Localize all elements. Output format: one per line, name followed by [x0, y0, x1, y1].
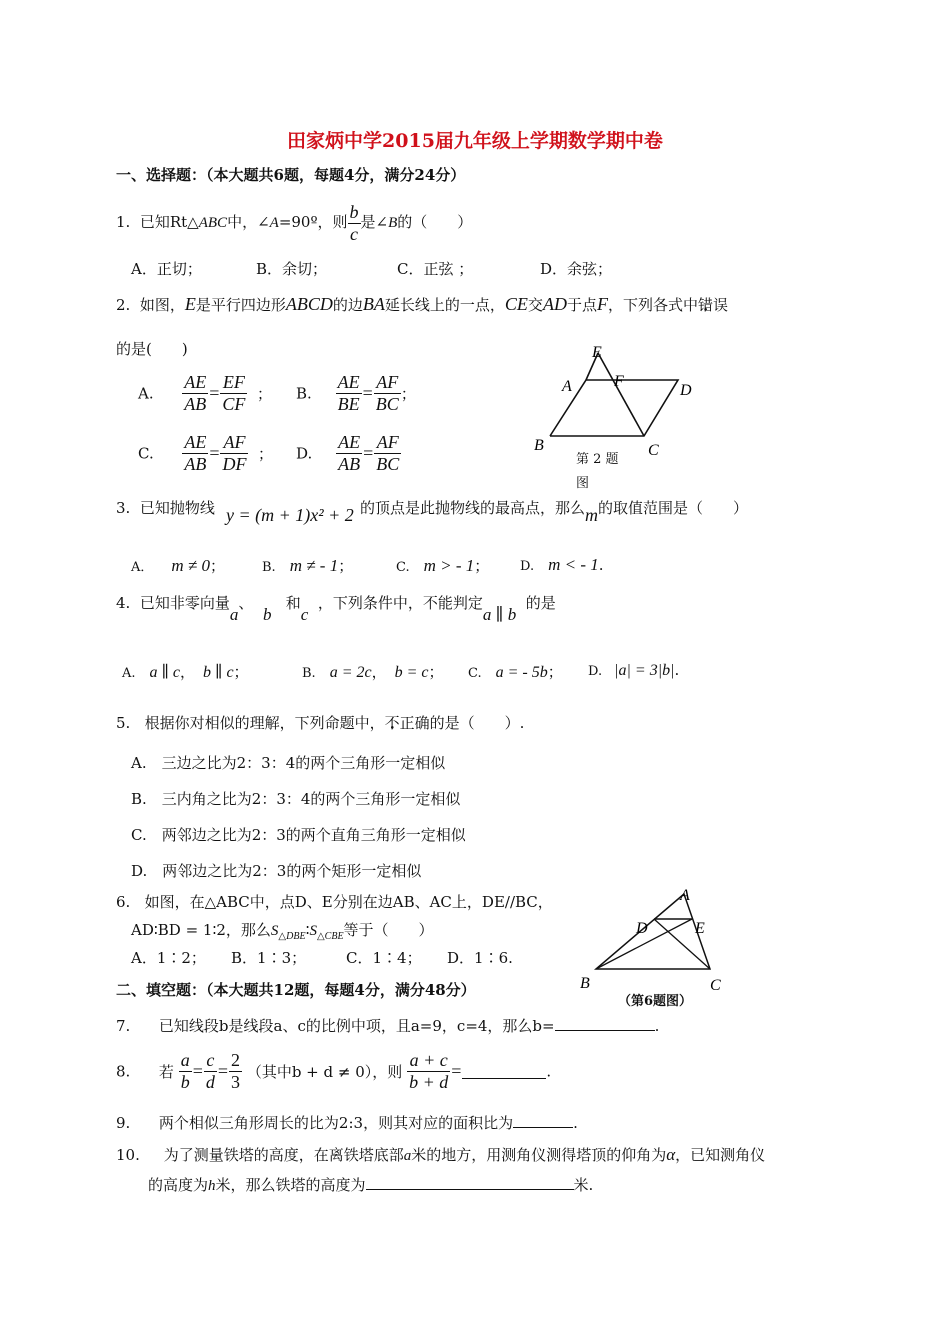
- q4b-end: ；: [428, 663, 444, 681]
- q10-a: a: [403, 1148, 412, 1164]
- q6-option-d: D．1∶6.: [447, 949, 513, 967]
- q2-abcd: ABCD: [285, 294, 333, 314]
- q2-fig-label-d: D: [680, 382, 692, 399]
- question-4: [116, 592, 556, 624]
- q10-number: 10.: [116, 1146, 140, 1164]
- q1-abc: ABC: [198, 215, 228, 231]
- q2-opt-b-label: B.: [296, 384, 312, 403]
- q1-a: A: [269, 215, 279, 231]
- q2-option-c: C. $\frac{AE}{AB}$ = $\frac{AF}{DF}$ ；: [138, 432, 274, 474]
- q2-opt-c-label: C.: [138, 444, 154, 463]
- q10-line2c: 米.: [573, 1176, 594, 1194]
- q4d-expr1: |a| = 3|b|: [614, 662, 675, 679]
- question-3: [116, 497, 215, 518]
- q1-tail: 的（ ）: [397, 213, 473, 231]
- q2-ce: CE: [504, 294, 528, 314]
- q8-f3-num: 2: [231, 1050, 241, 1070]
- q2-fig-label-b: B: [534, 437, 544, 454]
- q2-text-b: 是平行四边形: [195, 296, 286, 314]
- q3-text-post: 的取值范围是（ ）: [598, 499, 749, 517]
- q6-fig-label-a: A: [680, 887, 690, 904]
- q2-line2: 的是( ): [116, 340, 188, 358]
- q4-option-a: A. a ∥ c， b ∥ c；: [122, 663, 249, 681]
- q3-formula: y = (m + 1)x² + 2: [226, 505, 354, 525]
- q2d-n1: AE: [338, 432, 361, 452]
- q2-text-f: 于点: [566, 296, 597, 314]
- q3d-end: .: [598, 556, 604, 574]
- q2a-d2: CF: [222, 394, 246, 414]
- q5-text-post: 正确的是（ ）.: [399, 714, 525, 732]
- q8-f2-den: d: [205, 1072, 215, 1092]
- q5-option-b: B. 三内角之比为2：3：4的两个三角形一定相似: [131, 790, 461, 808]
- q2-fig-label-f: F: [614, 373, 624, 390]
- q1-number: 1.: [116, 213, 131, 231]
- q2b-n2: AF: [374, 372, 401, 394]
- q4a-end: ；: [233, 663, 249, 681]
- q8-f1-den: b: [180, 1072, 190, 1092]
- q4-and: 和: [285, 594, 301, 612]
- question-6: [116, 891, 553, 912]
- q2-fig-label-e: E: [592, 344, 602, 361]
- q1-option-d: D．余弦；: [540, 260, 613, 278]
- q2c-d2: DF: [222, 454, 247, 474]
- q4c-end: ；: [547, 663, 563, 681]
- q10-line1b: 米的地方，用测角仪测得塔顶的仰角为: [411, 1146, 667, 1164]
- q3-text-rest: [360, 497, 749, 525]
- q6-s2: S: [309, 923, 317, 939]
- q4c-label: C.: [468, 666, 482, 681]
- q1-frac-num: b: [349, 201, 359, 222]
- q2-e: E: [184, 294, 196, 314]
- q8-f1-num: a: [180, 1050, 190, 1070]
- section-heading-fill: 二、填空题：（本大题共12题，每题4分，满分48分）: [116, 981, 476, 999]
- q6-option-a: A．1∶2；: [131, 949, 206, 967]
- q4b-expr1: a = 2c: [329, 664, 372, 681]
- q2-ba: BA: [362, 294, 385, 314]
- q1-b: B: [388, 215, 398, 231]
- q8-pre: 若: [158, 1063, 174, 1081]
- q5-emphasis: 不: [384, 714, 400, 732]
- q2-parallelogram-figure: [520, 340, 720, 500]
- q3d-expr: m < - 1: [548, 555, 599, 574]
- q3-option-b: [262, 555, 353, 576]
- q2-option-a: A. $\frac{AE}{AB}$ = $\frac{EF}{CF}$ ；: [138, 372, 272, 414]
- q4-number: 4.: [116, 594, 131, 612]
- q2-option-b: B. $\frac{AE}{BE}$ = $\frac{AF}{BC}$ ；: [296, 372, 416, 414]
- q3a-end: ；: [210, 557, 226, 575]
- q9-answer-blank[interactable]: [513, 1113, 573, 1128]
- q6-line1: 如图，在△ABC中，点D、E分别在边AB、AC上，DE//BC，: [144, 893, 553, 911]
- q9-text: 两个相似三角形周长的比为2:3，则其对应的面积比为: [158, 1114, 514, 1132]
- q3-text-mid: 的顶点是此抛物线的最高点，那么: [360, 499, 586, 517]
- q2b-n1: AE: [337, 372, 360, 392]
- q3-option-a: [131, 555, 225, 576]
- q3a-label: A．: [131, 560, 154, 575]
- q2-figure-caption: 第 2 题: [576, 452, 619, 467]
- q6-line2: [131, 919, 434, 942]
- q9-number: 9.: [116, 1114, 131, 1132]
- q4b-label: B.: [302, 666, 316, 681]
- q9-end: .: [573, 1114, 578, 1132]
- q3b-label: B.: [262, 560, 276, 575]
- q4-vec-c: c: [300, 605, 309, 624]
- q4b-expr2: b = c: [394, 664, 429, 681]
- q10-line1a: 为了测量铁塔的高度，在离铁塔底部: [163, 1146, 404, 1164]
- q6-fig-label-e: E: [695, 920, 705, 937]
- q1-frac-den: c: [350, 223, 359, 244]
- q2d-n2: AF: [374, 432, 401, 454]
- q2-emphasis: 错误: [697, 296, 728, 314]
- q5-option-d: D. 两邻边之比为2：3的两个矩形一定相似: [131, 862, 422, 880]
- q4d-end: .: [674, 661, 680, 679]
- q8-f4-num: a + c: [407, 1050, 450, 1072]
- q6-sub2: △CBE: [316, 931, 344, 942]
- q2a-n2: EF: [220, 372, 247, 394]
- q4d-label: D.: [588, 664, 603, 679]
- q2-option-d: D. $\frac{AE}{AB}$ = $\frac{AF}{BC}$: [296, 432, 400, 474]
- q3-text-pre: 已知抛物线: [139, 499, 215, 517]
- q3a-expr: m ≠ 0: [171, 556, 210, 575]
- q4-option-c: [468, 661, 563, 682]
- q7-answer-blank[interactable]: [555, 1016, 655, 1031]
- q6-sub1: △DBE: [278, 931, 306, 942]
- q4-option-b: B. a = 2c， b = c；: [302, 663, 444, 681]
- q10-line1c: ，已知测角仪: [675, 1146, 766, 1164]
- q3c-end: ；: [474, 557, 490, 575]
- question-5: [116, 712, 524, 733]
- q2c-n2: AF: [220, 432, 248, 454]
- q2c-end: ；: [258, 445, 274, 463]
- q2-fig-label-a: A: [562, 378, 572, 395]
- q1-text-pre: 已知Rt△: [139, 213, 199, 231]
- q1-fraction: [348, 202, 361, 245]
- q5-number: 5.: [116, 714, 131, 732]
- q2-text-d: 延长线上的一点，: [384, 296, 505, 314]
- question-8: 8. 若 $\frac{a}{b}$ = $\frac{c}{d}$ = $\frac{2}{3}$ （其中b + d ≠ 0），则 $\frac{a + c}{b + d}$ = .: [116, 1050, 552, 1092]
- q2a-n1: AE: [184, 372, 207, 392]
- question-1: [116, 200, 472, 245]
- q2c-n1: AE: [184, 432, 207, 452]
- q2-text-g: ，下列各式中: [607, 296, 698, 314]
- q6-colon: ∶: [305, 921, 310, 939]
- q5-text-pre: 根据你对相似的理解，下列命题中，: [144, 714, 385, 732]
- q4-vec-a: a: [229, 605, 239, 624]
- q8-number: 8.: [116, 1062, 131, 1081]
- q4-vec-b: b: [262, 605, 272, 624]
- q5-option-a: A. 三边之比为2：3：4的两个三角形一定相似: [131, 754, 446, 772]
- q3d-label: D.: [520, 559, 535, 574]
- q10-line2: [148, 1174, 593, 1195]
- q3c-expr: m > - 1: [423, 556, 475, 575]
- q4-text-pre: 已知非零向量: [139, 594, 230, 612]
- q8-answer-blank[interactable]: [462, 1064, 546, 1079]
- q4-option-d: [588, 661, 679, 680]
- q2-f: F: [596, 294, 608, 314]
- q2b-d1: BE: [337, 394, 360, 414]
- q6-line2b: 等于（ ）: [343, 921, 434, 939]
- q2-opt-d-label: D.: [296, 444, 313, 463]
- q6-s1: S: [270, 923, 279, 939]
- q2-fig-label-c: C: [648, 442, 659, 459]
- q2-figure-caption-2: 图: [576, 476, 590, 491]
- q8-end: .: [546, 1062, 552, 1081]
- q1-text-post: 是∠: [360, 213, 389, 231]
- q4-parallel: a ∥ b: [482, 605, 517, 624]
- q6-figure-caption: （第6题图）: [618, 994, 693, 1009]
- q10-alpha: α: [666, 1145, 676, 1164]
- q4-text-post: 的是: [525, 594, 556, 612]
- q1-eq: =90º，则: [278, 213, 348, 231]
- q4a-expr1: a ∥ c: [149, 664, 181, 681]
- q3c-label: C.: [396, 560, 410, 575]
- q6-option-c: C．1∶4；: [346, 949, 422, 967]
- q3-option-c: [396, 555, 489, 576]
- q6-line2a: AD∶BD = 1∶2，那么: [131, 921, 271, 939]
- q2a-d1: AB: [184, 394, 207, 414]
- q1-option-a: A．正切；: [131, 260, 202, 278]
- q4c-expr1: a = - 5b: [495, 664, 548, 681]
- q3-option-d: [520, 555, 604, 575]
- q2d-d1: AB: [338, 454, 361, 474]
- q2b-d2: BC: [375, 394, 399, 414]
- section-heading-choice: 一、选择题：（本大题共6题，每题4分，满分24分）: [116, 166, 466, 184]
- q2-opt-a-label: A.: [138, 384, 154, 403]
- q2-text-e: 交: [527, 296, 543, 314]
- question-2: [116, 294, 728, 315]
- q7-end: .: [654, 1017, 660, 1035]
- q10-answer-blank[interactable]: [366, 1175, 574, 1190]
- page-title: 田家炳中学2015届九年级上学期数学期中卷: [287, 130, 663, 152]
- q8-f3-den: 3: [231, 1072, 241, 1092]
- q2-text-a: 如图，: [139, 296, 185, 314]
- q2-text-c: 的边: [332, 296, 363, 314]
- q4-sep: 、: [238, 594, 254, 612]
- q3b-end: ；: [338, 557, 354, 575]
- q10-line2b: 米，那么铁塔的高度为: [215, 1176, 366, 1194]
- q8-f4-den: b + d: [409, 1072, 449, 1092]
- q6-option-b: B．1∶3；: [231, 949, 307, 967]
- q6-fig-label-b: B: [580, 975, 590, 992]
- q4a-expr2: b ∥ c: [203, 664, 234, 681]
- q7-number: 7.: [116, 1017, 131, 1035]
- q2d-d2: BC: [376, 454, 400, 474]
- q6-fig-label-d: D: [636, 920, 648, 937]
- question-7: [116, 1015, 659, 1036]
- q8-condition: （其中b + d ≠ 0），则: [246, 1063, 403, 1081]
- q4-text-mid: ，下列条件中，不能判定: [317, 594, 483, 612]
- q4a-label: A.: [122, 666, 136, 681]
- question-9: [116, 1112, 578, 1133]
- q10-line2a: 的高度为: [148, 1176, 209, 1194]
- q5-option-c: C. 两邻边之比为2：3的两个直角三角形一定相似: [131, 826, 466, 844]
- q2-ad: AD: [542, 294, 567, 314]
- q8-f2-num: c: [204, 1050, 217, 1072]
- q1-text-mid: 中，∠: [227, 213, 270, 231]
- q6-triangle-figure: [572, 884, 732, 994]
- q3-m: m: [585, 505, 599, 525]
- q1-option-b: B．余切；: [256, 260, 328, 278]
- q2a-end: ；: [256, 385, 272, 403]
- q6-fig-label-c: C: [710, 977, 721, 994]
- q7-text: 已知线段b是线段a、c的比例中项，且a=9，c=4，那么b=: [158, 1017, 555, 1035]
- q2b-end: ；: [400, 385, 416, 403]
- q1-option-c: C．正弦 ；: [397, 260, 474, 278]
- q2-number: 2.: [116, 296, 131, 314]
- question-10: [116, 1144, 765, 1165]
- q3b-expr: m ≠ - 1: [289, 556, 339, 575]
- q10-h: h: [208, 1178, 216, 1194]
- q2c-d1: AB: [184, 454, 207, 474]
- q6-number: 6.: [116, 893, 131, 911]
- q3-number: 3.: [116, 499, 131, 517]
